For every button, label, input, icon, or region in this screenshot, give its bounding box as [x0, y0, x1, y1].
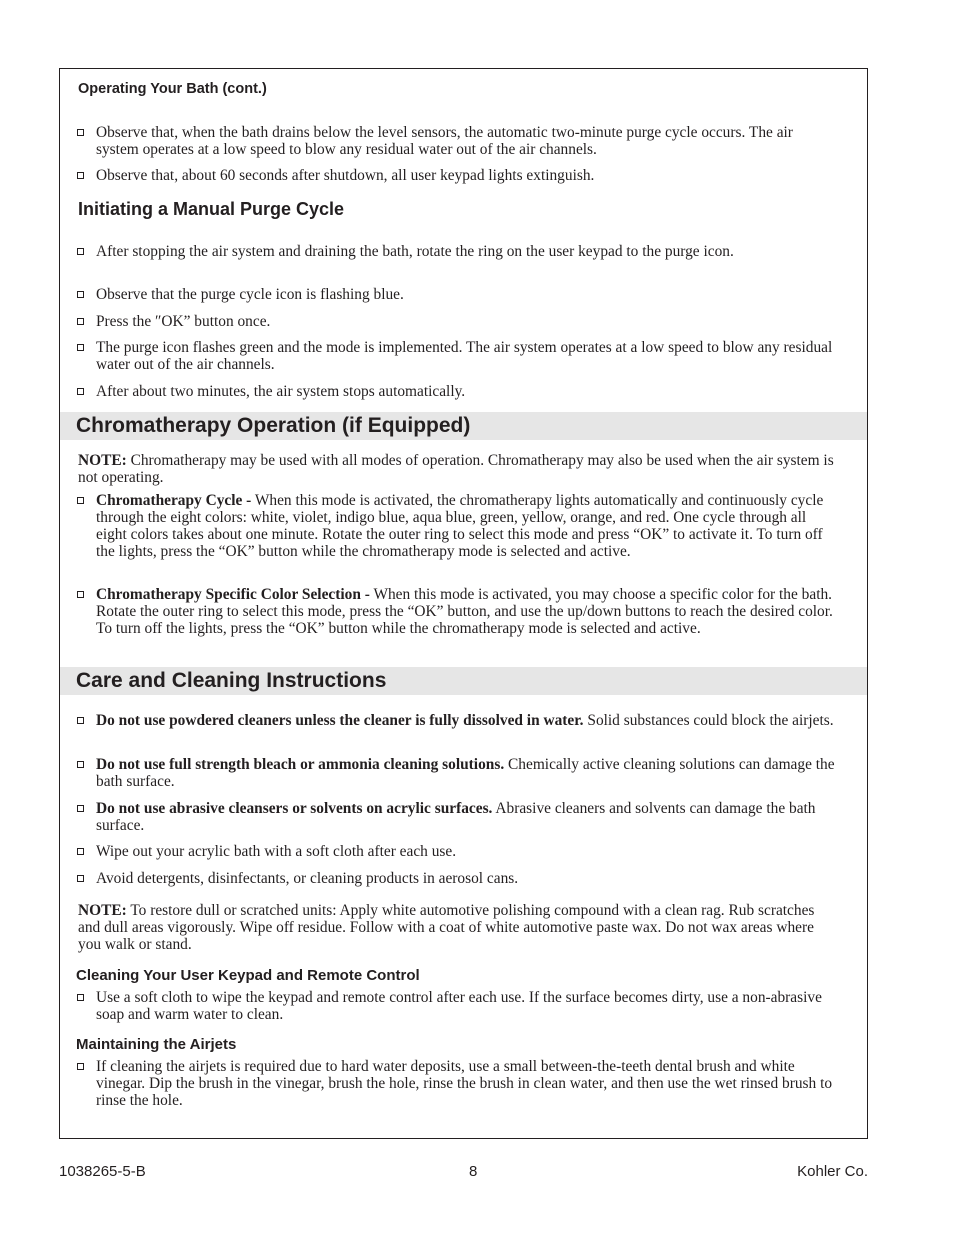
- list-item: Do not use full strength bleach or ammonia cleaning solutions. Chemically active cleaning solutions can damage the bath surface.: [77, 756, 837, 790]
- checkbox-bullet-icon: [77, 129, 84, 136]
- section-heading-keypad: Cleaning Your User Keypad and Remote Control: [76, 967, 420, 984]
- list-item: Observe that, when the bath drains below the level sensors, the automatic two-minute purge cycle occurs. The air system operates at a low speed to blow any residual water out of the air channels.: [77, 124, 837, 158]
- list-item: Avoid detergents, disinfectants, or cleaning products in aerosol cans.: [77, 870, 837, 887]
- checkbox-bullet-icon: [77, 591, 84, 598]
- footer-doc-number: 1038265-5-B: [59, 1163, 146, 1180]
- list-item: Chromatherapy Cycle - When this mode is activated, the chromatherapy lights automatically and continuously cycle through the eight colors: white, violet, indigo blue, aqua blue, green, yellow, orange, and red. One cycle through all eight colors takes about one minute. Rotate the outer ring to select this mode and press “OK” to activate it. To turn off the lights, press the “OK” button while the chromatherapy mode is selected and active.: [77, 492, 837, 560]
- section-heading-operating: Operating Your Bath (cont.): [78, 81, 267, 97]
- list-item: After about two minutes, the air system stops automatically.: [77, 383, 837, 400]
- footer-company: Kohler Co.: [797, 1163, 868, 1180]
- list-item: Observe that the purge cycle icon is flashing blue.: [77, 286, 837, 303]
- section-band-chromatherapy: [60, 412, 867, 440]
- content-frame: [59, 68, 868, 1139]
- list-item: After stopping the air system and draining the bath, rotate the ring on the user keypad to the purge icon.: [77, 243, 837, 260]
- list-item: Press the ″OK” button once.: [77, 313, 837, 330]
- list-item: Use a soft cloth to wipe the keypad and remote control after each use. If the surface becomes dirty, use a non-abrasive soap and warm water to clean.: [77, 989, 837, 1023]
- section-title-care: Care and Cleaning Instructions: [76, 669, 387, 692]
- note-text: Chromatherapy may be used with all modes of operation. Chromatherapy may also be used when the air system is not operating.: [78, 452, 834, 486]
- footer-page-number: 8: [469, 1163, 478, 1180]
- list-item: Chromatherapy Specific Color Selection - When this mode is activated, you may choose a specific color for the bath. Rotate the outer ring to select this mode, press the “OK” button, and use the up/down buttons to reach the desired color. To turn off the lights, press the “OK” button while the chromatherapy mode is selected and active.: [77, 586, 837, 637]
- section-band-care: [60, 667, 867, 695]
- checkbox-bullet-icon: [77, 318, 84, 325]
- note-text: To restore dull or scratched units: Apply white automotive polishing compound with a clean rag. Rub scratches and dull areas vigorously. Wipe off residue. Follow with a coat of white automotive paste wax. Do not wax areas where you walk or stand.: [78, 902, 815, 953]
- checkbox-bullet-icon: [77, 388, 84, 395]
- list-item: The purge icon flashes green and the mode is implemented. The air system operates at a low speed to blow any residual water out of the air channels.: [77, 339, 837, 373]
- note-label: NOTE:: [78, 452, 127, 469]
- list-item: Do not use powdered cleaners unless the cleaner is fully dissolved in water. Solid substances could block the airjets.: [77, 712, 837, 729]
- checkbox-bullet-icon: [77, 717, 84, 724]
- checkbox-bullet-icon: [77, 805, 84, 812]
- checkbox-bullet-icon: [77, 497, 84, 504]
- checkbox-bullet-icon: [77, 1063, 84, 1070]
- list-item: If cleaning the airjets is required due to hard water deposits, use a small between-the-teeth dental brush and white vinegar. Dip the brush in the vinegar, brush the hole, rinse the brush in clean water, and then use the wet rinsed brush to rinse the hole.: [77, 1058, 837, 1109]
- checkbox-bullet-icon: [77, 875, 84, 882]
- checkbox-bullet-icon: [77, 172, 84, 179]
- checkbox-bullet-icon: [77, 248, 84, 255]
- list-item: Observe that, about 60 seconds after shutdown, all user keypad lights extinguish.: [77, 167, 837, 184]
- section-title-chromatherapy: Chromatherapy Operation (if Equipped): [76, 414, 471, 437]
- note-chromatherapy: [78, 452, 838, 486]
- checkbox-bullet-icon: [77, 344, 84, 351]
- list-item: Wipe out your acrylic bath with a soft cloth after each use.: [77, 843, 837, 860]
- section-heading-purge: Initiating a Manual Purge Cycle: [78, 199, 345, 219]
- checkbox-bullet-icon: [77, 291, 84, 298]
- note-label: NOTE:: [78, 902, 127, 919]
- checkbox-bullet-icon: [77, 994, 84, 1001]
- list-item: Do not use abrasive cleansers or solvents on acrylic surfaces. Abrasive cleaners and solvents can damage the bath surface.: [77, 800, 837, 834]
- note-care: [78, 902, 838, 953]
- section-heading-airjets: Maintaining the Airjets: [76, 1036, 237, 1053]
- checkbox-bullet-icon: [77, 761, 84, 768]
- checkbox-bullet-icon: [77, 848, 84, 855]
